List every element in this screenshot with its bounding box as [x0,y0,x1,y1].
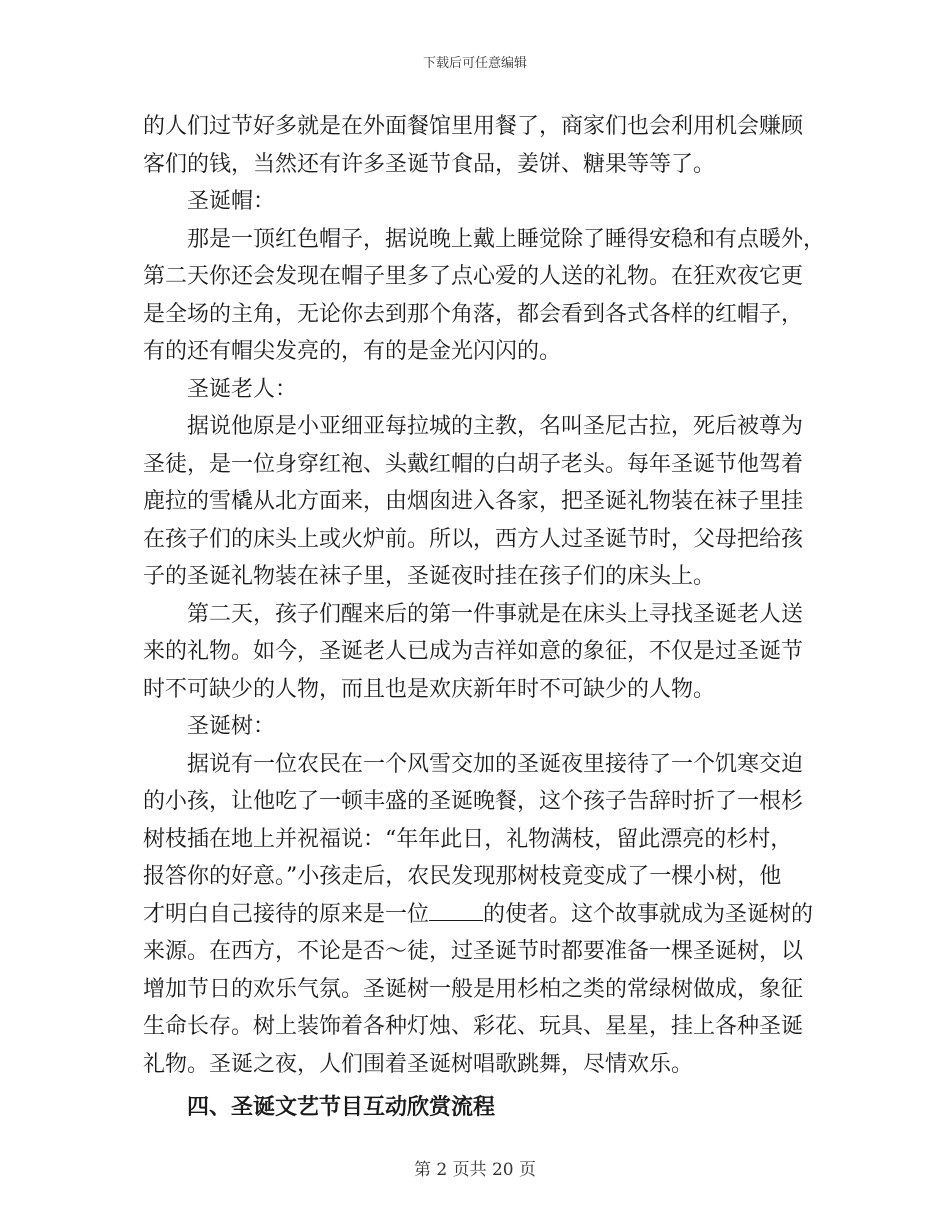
text-line: 来的礼物。如今，圣诞老人已成为吉祥如意的象征，不仅是过圣诞节 [143,639,804,664]
section-heading: 四、圣诞文艺节目互动欣赏流程 [187,1094,496,1120]
text-line: 报答你的好意。”小孩走后，农民发现那树枝竟变成了一棵小树，他 [143,864,782,889]
text-line: 第二天你还会发现在帽子里多了点心爱的人送的礼物。在狂欢夜它更 [143,264,804,289]
text-line: 的人们过节好多就是在外面餐馆里用餐了，商家们也会利用机会赚顾 [143,114,804,139]
text-line: 时不可缺少的人物，而且也是欢庆新年时不可缺少的人物。 [143,676,716,702]
text-line: 在孩子们的床头上或火炉前。所以，西方人过圣诞节时，父母把给孩 [143,526,804,552]
text-line: 礼物。圣诞之夜，人们围着圣诞树唱歌跳舞，尽情欢乐。 [143,1051,694,1077]
subheading-christmas-tree: 圣诞树： [187,714,276,739]
text-line: 生命长存。树上装饰着各种灯烛、彩花、玩具、星星，挂上各种圣诞 [143,1014,804,1039]
text-line: 圣徒，是一位身穿红袍、头戴红帽的白胡子老头。每年圣诞节他驾着 [143,451,804,477]
text-line: 有的还有帽尖发亮的，有的是金光闪闪的。 [143,339,562,364]
text-line: 树枝插在地上并祝福说：“年年此日，礼物满枝，留此漂亮的杉村， [143,826,793,852]
text-line: 是全场的主角，无论你去到那个角落，都会看到各式各样的红帽子， [143,301,804,327]
page-header: 下载后可任意编辑 [422,56,527,71]
text-line: 的小孩，让他吃了一顿丰盛的圣诞晚餐，这个孩子告辞时折了一根杉 [143,789,804,814]
text-line: 据说他原是小亚细亚每拉城的主教，名叫圣尼古拉，死后被尊为 [187,414,804,439]
text-line: 据说有一位农民在一个风雪交加的圣诞夜里接待了一个饥寒交迫 [187,751,804,777]
text-line: 鹿拉的雪橇从北方面来，由烟囱进入各家，把圣诞礼物装在袜子里挂 [143,489,804,514]
text-segment: 的使者。这个故事就成为圣诞树的 [483,901,814,927]
text-line: 子的圣诞礼物装在袜子里，圣诞夜时挂在孩子们的床头上。 [143,564,716,589]
text-line: 来源。在西方，不论是否～徒，过圣诞节时都要准备一棵圣诞树，以 [143,939,804,964]
page-footer: 第 2 页共 20 页 [413,1160,537,1180]
text-line [143,896,814,934]
subheading-santa-claus: 圣诞老人： [187,376,298,402]
text-line: 那是一顶红色帽子，据说晚上戴上睡觉除了睡得安稳和有点暖外， [187,226,826,252]
subheading-santa-hat: 圣诞帽： [187,189,276,214]
text-segment: 才明白自己接待的原来是一位 [143,901,430,927]
fill-in-blank [429,902,483,921]
document-body [143,108,826,1127]
text-line: 增加节日的欢乐气氛。圣诞树一般是用杉柏之类的常绿树做成，象征 [143,976,804,1002]
text-line: 客们的钱，当然还有许多圣诞节食品，姜饼、糖果等等了。 [143,151,716,177]
text-line: 第二天，孩子们醒来后的第一件事就是在床头上寻找圣诞老人送 [187,601,804,627]
